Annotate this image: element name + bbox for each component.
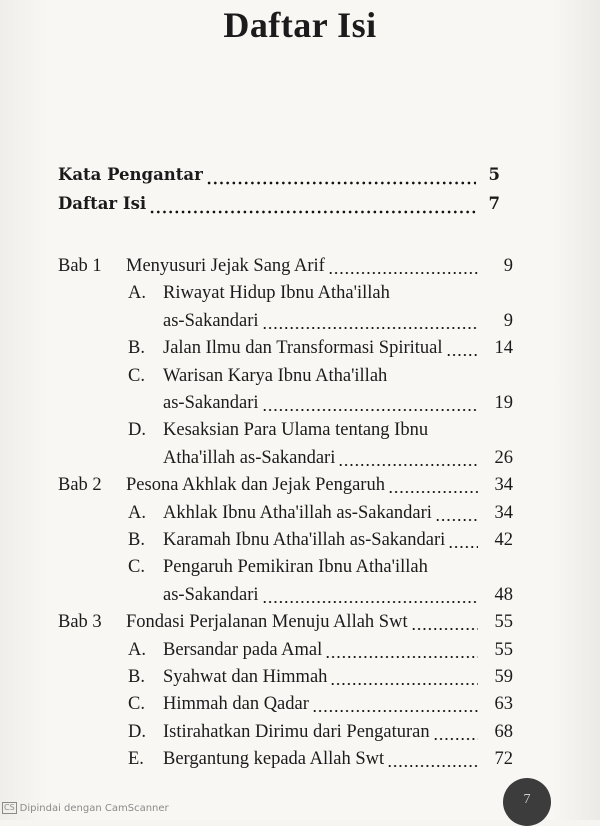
leader-dots xyxy=(411,607,478,637)
section-letter: B. xyxy=(128,530,145,550)
section-title-text: as-Sakandari xyxy=(163,393,259,413)
section-letter: E. xyxy=(128,749,144,770)
toc-entry-text: Daftar Isi xyxy=(58,194,147,213)
toc-section-row xyxy=(0,635,600,665)
section-letter: D. xyxy=(128,420,146,441)
scanner-watermark xyxy=(2,802,169,814)
camscanner-logo-icon: CS xyxy=(4,803,15,812)
leader-dots xyxy=(149,189,476,219)
leader-dots xyxy=(330,662,478,692)
toc-section-row xyxy=(0,278,600,308)
toc-section-row xyxy=(0,580,600,610)
toc-section-row xyxy=(0,388,600,418)
section-title xyxy=(163,744,478,774)
leader-dots xyxy=(325,635,478,665)
section-title: Kesaksian Para Ulama tentang Ibnu xyxy=(163,420,429,441)
section-letter: A. xyxy=(128,639,146,660)
toc-page-number: 9 xyxy=(503,310,513,331)
toc-page-number: 34 xyxy=(494,475,513,496)
section-title-text: Syahwat dan Himmah xyxy=(163,667,328,687)
section-title-text: Atha'illah as-Sakandari xyxy=(163,447,336,468)
section-letter: C. xyxy=(128,557,145,578)
toc-page-number: 55 xyxy=(494,612,513,633)
section-title-text: as-Sakandari xyxy=(163,584,259,605)
toc-page-number: 19 xyxy=(494,393,513,413)
leader-dots xyxy=(388,470,478,500)
chapter-title-text: Fondasi Perjalanan Menuju Allah Swt xyxy=(126,612,408,633)
page-number: 7 xyxy=(523,792,531,807)
toc-front-matter-row xyxy=(0,189,600,219)
toc-page-number: 7 xyxy=(488,194,500,213)
leader-dots xyxy=(433,717,478,747)
section-letter: A. xyxy=(128,283,146,304)
toc-front-matter-row xyxy=(0,160,600,190)
section-title xyxy=(163,498,478,528)
section-title xyxy=(163,333,478,363)
section-title-text: Himmah dan Qadar xyxy=(163,694,309,715)
section-letter: D. xyxy=(128,721,146,742)
section-title-text: Bersandar pada Amal xyxy=(163,639,323,660)
leader-dots xyxy=(435,498,478,528)
section-title xyxy=(163,717,478,747)
chapter-title xyxy=(126,251,478,281)
section-title-text: Istirahatkan Dirimu dari Pengaturan xyxy=(163,721,430,742)
toc-section-row xyxy=(0,333,600,363)
toc-page-number: 63 xyxy=(494,694,513,715)
toc-section-row xyxy=(0,498,600,528)
leader-dots xyxy=(206,160,476,190)
scanner-label: Dipindai dengan CamScanner xyxy=(19,802,169,814)
toc-section-row xyxy=(0,552,600,582)
leader-dots xyxy=(262,580,478,610)
section-title-text: Karamah Ibnu Atha'illah as-Sakandari xyxy=(163,530,446,550)
toc-section-row xyxy=(0,443,600,473)
section-title: Pengaruh Pemikiran Ibnu Atha'illah xyxy=(163,557,428,578)
toc-section-row xyxy=(0,415,600,445)
toc-page-number: 48 xyxy=(494,584,513,605)
section-letter: B. xyxy=(128,338,145,359)
toc-entry-text: Kata Pengantar xyxy=(58,165,203,184)
toc-chapter-row xyxy=(0,470,600,500)
section-title xyxy=(163,580,478,610)
section-title-text: Akhlak Ibnu Atha'illah as-Sakandari xyxy=(163,502,432,523)
section-letter: A. xyxy=(128,502,146,523)
toc-section-row xyxy=(0,525,600,555)
chapter-number: Bab 1 xyxy=(58,256,102,276)
toc-section-row xyxy=(0,689,600,719)
leader-dots xyxy=(262,388,478,418)
toc-page-number: 55 xyxy=(494,639,513,660)
toc-page-number: 9 xyxy=(503,256,513,276)
toc-section-row xyxy=(0,306,600,336)
toc-page-number: 59 xyxy=(494,667,513,687)
section-title-text: as-Sakandari xyxy=(163,310,259,331)
leader-dots xyxy=(338,443,478,473)
toc-section-row xyxy=(0,744,600,774)
chapter-title xyxy=(126,607,478,637)
toc-entry xyxy=(58,189,476,219)
section-title xyxy=(163,443,478,473)
section-title xyxy=(163,662,478,692)
toc-entry xyxy=(58,160,476,190)
section-title: Riwayat Hidup Ibnu Atha'illah xyxy=(163,283,390,304)
toc-chapter-row xyxy=(0,251,600,281)
leader-dots xyxy=(262,306,478,336)
chapter-title xyxy=(126,470,478,500)
section-letter: C. xyxy=(128,365,145,386)
section-title xyxy=(163,388,478,418)
section-letter: B. xyxy=(128,667,145,687)
toc-section-row xyxy=(0,662,600,692)
section-title xyxy=(163,306,478,336)
page-title: Daftar Isi xyxy=(223,5,377,45)
leader-dots xyxy=(387,744,478,774)
page-number-tab xyxy=(503,778,551,826)
leader-dots xyxy=(312,689,478,719)
toc-page-number: 68 xyxy=(494,721,513,742)
toc-page-number: 72 xyxy=(494,749,513,770)
toc-page-number: 14 xyxy=(494,338,513,359)
chapter-number: Bab 2 xyxy=(58,475,102,496)
toc-chapter-row xyxy=(0,607,600,637)
chapter-title-text: Pesona Akhlak dan Jejak Pengaruh xyxy=(126,475,385,496)
section-letter: C. xyxy=(128,694,145,715)
leader-dots xyxy=(446,333,478,363)
toc-section-row xyxy=(0,361,600,391)
toc-page-number: 26 xyxy=(494,447,513,468)
section-title xyxy=(163,525,478,555)
toc-page-number: 34 xyxy=(494,502,513,523)
section-title-text: Bergantung kepada Allah Swt xyxy=(163,749,385,770)
leader-dots xyxy=(448,525,478,555)
section-title xyxy=(163,689,478,719)
section-title-text: Jalan Ilmu dan Transformasi Spiritual xyxy=(163,338,443,359)
toc-section-row xyxy=(0,717,600,747)
chapter-title-text: Menyusuri Jejak Sang Arif xyxy=(126,256,325,276)
toc-page-number: 42 xyxy=(494,530,513,550)
leader-dots xyxy=(328,251,478,281)
toc-page-number: 5 xyxy=(488,165,500,184)
section-title xyxy=(163,635,478,665)
section-title: Warisan Karya Ibnu Atha'illah xyxy=(163,365,388,386)
chapter-number: Bab 3 xyxy=(58,612,102,633)
